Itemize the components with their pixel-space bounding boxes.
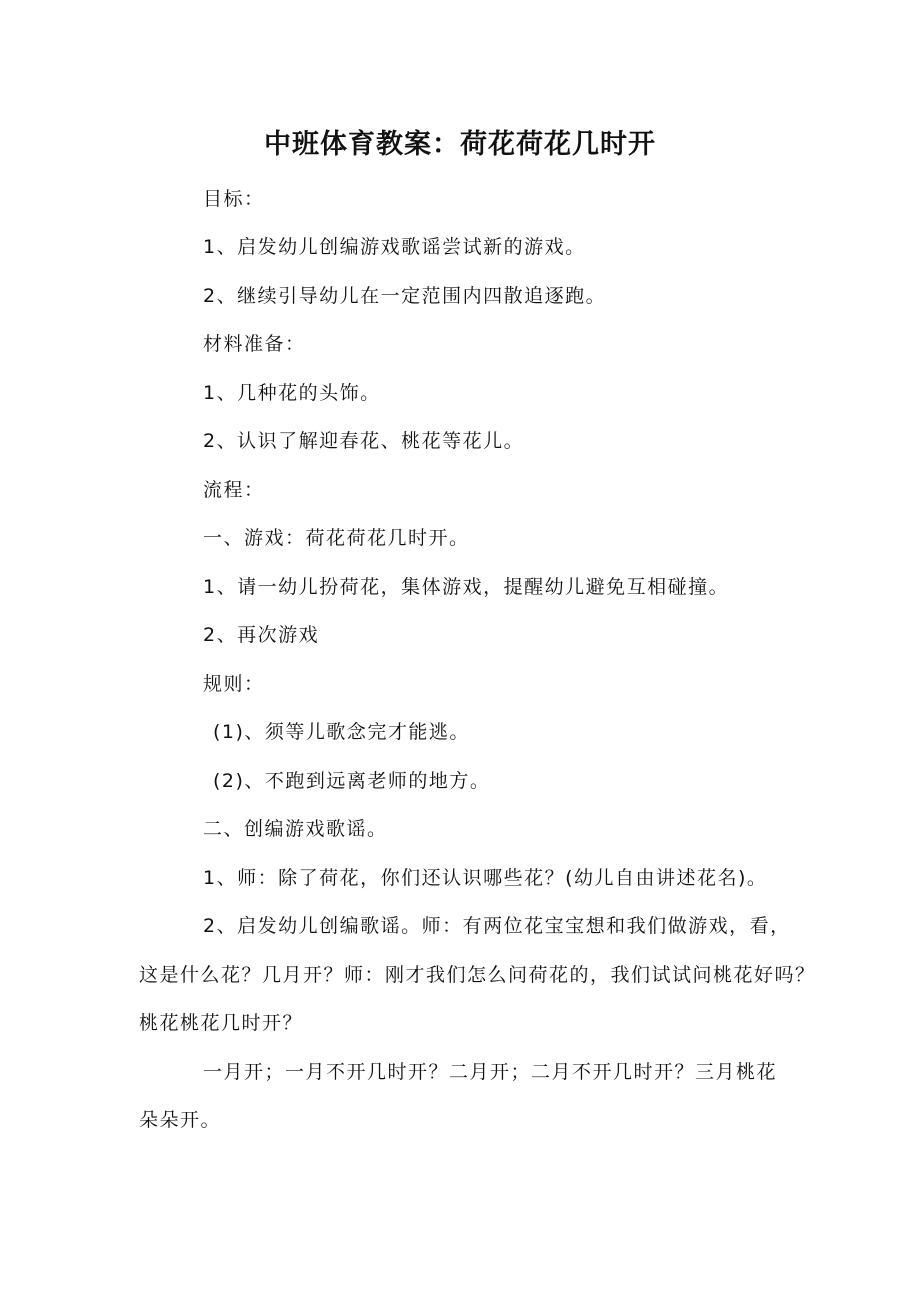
text-line-rule-1: (1)、须等儿歌念完才能逃。 <box>213 721 470 743</box>
text-line-process-heading: 流程： <box>203 479 265 501</box>
text-line-rule-2: (2)、不跑到远离老师的地方。 <box>213 770 491 792</box>
text-line-materials-heading: 材料准备： <box>203 333 306 355</box>
text-line-step-1: 1、请一幼儿扮荷花，集体游戏，提醒幼儿避免互相碰撞。 <box>203 576 730 598</box>
document-title: 中班体育教案：荷花荷花几时开 <box>264 129 656 160</box>
text-line-section-2: 二、创编游戏歌谣。 <box>203 818 388 840</box>
text-line-step-2: 2、再次游戏 <box>203 624 320 646</box>
text-line-goal-heading: 目标： <box>203 188 265 210</box>
text-line-materials-2: 2、认识了解迎春花、桃花等花儿。 <box>203 430 525 452</box>
text-line-paragraph-cont-1: 这是什么花？几月开？师：刚才我们怎么问荷花的，我们试试问桃花好吗？ <box>139 964 816 986</box>
text-line-section-2-step-1: 1、师：除了荷花，你们还认识哪些花？(幼儿自由讲述花名)。 <box>203 867 768 889</box>
text-line-materials-1: 1、几种花的头饰。 <box>203 382 381 404</box>
text-line-section-2-step-2: 2、启发幼儿创编歌谣。师：有两位花宝宝想和我们做游戏，看， <box>203 915 791 937</box>
text-line-goal-2: 2、继续引导幼儿在一定范围内四散追逐跑。 <box>203 285 607 307</box>
text-line-section-1: 一、游戏：荷花荷花几时开。 <box>203 527 470 549</box>
text-line-song: 一月开；一月不开几时开？二月开；二月不开几时开？三月桃花 <box>203 1061 778 1083</box>
text-line-rules-heading: 规则： <box>203 673 265 695</box>
text-line-paragraph-cont-2: 桃花桃花几时开？ <box>139 1012 304 1034</box>
text-line-song-cont: 朵朵开。 <box>139 1109 222 1131</box>
text-line-goal-1: 1、启发幼儿创编游戏歌谣尝试新的游戏。 <box>203 236 586 258</box>
